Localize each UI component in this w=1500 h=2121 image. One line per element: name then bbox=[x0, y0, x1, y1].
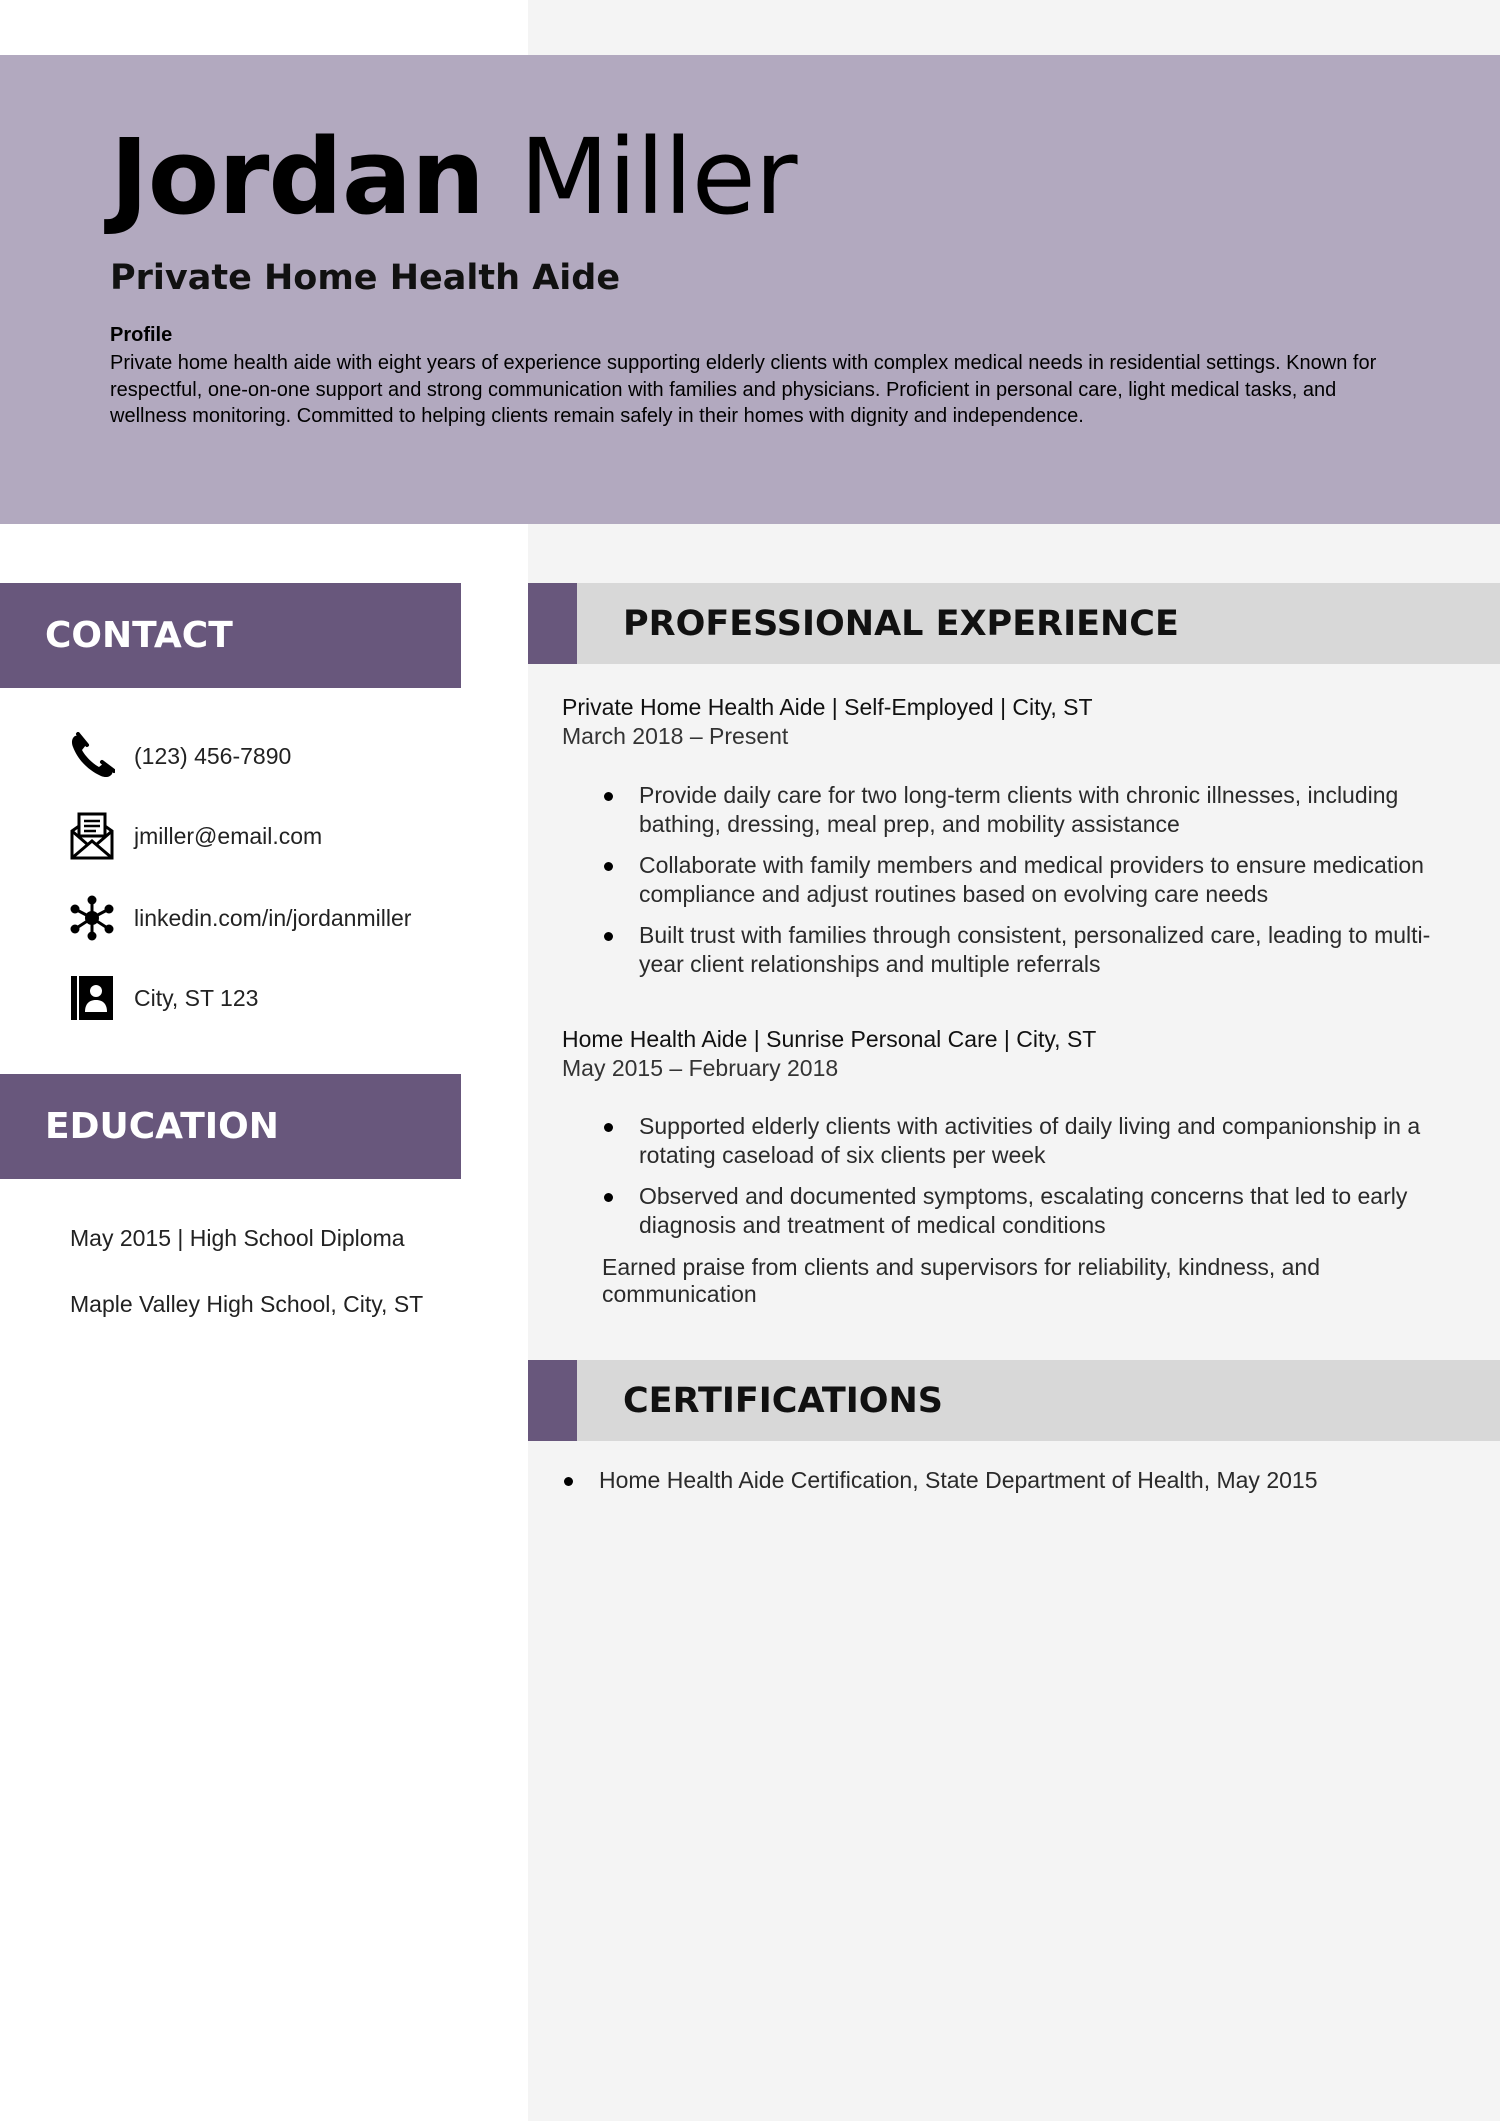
contact-linkedin[interactable] bbox=[68, 893, 411, 943]
phone-text: (123) 456-7890 bbox=[134, 742, 292, 769]
email-link[interactable]: jmiller@email.com bbox=[134, 822, 323, 849]
contact-address bbox=[68, 973, 258, 1023]
last-name: Miller bbox=[519, 116, 797, 238]
address-text: City, ST 123 bbox=[134, 984, 259, 1011]
list-item: Built trust with families through consistent, personalized care, leading to multi-year client relationships and multiple referrals bbox=[562, 921, 1472, 979]
job-1-title: Private Home Health Aide | Self-Employed | City, ST bbox=[562, 694, 1093, 720]
linkedin-link[interactable]: linkedin.com/in/jordanmiller bbox=[134, 904, 412, 931]
list-item: Observed and documented symptoms, escalating concerns that led to early diagnosis and treatment of medical conditions bbox=[562, 1182, 1472, 1240]
experience-section-header bbox=[528, 583, 1500, 664]
list-item: Provide daily care for two long-term clients with chronic illnesses, including bathing, dressing, meal prep, and mobility assistance bbox=[562, 781, 1472, 839]
first-name: Jordan bbox=[110, 116, 485, 238]
phone-icon bbox=[68, 731, 116, 781]
experience-heading: PROFESSIONAL EXPERIENCE bbox=[623, 603, 1179, 644]
profile-label: Profile bbox=[110, 324, 173, 346]
envelope-icon bbox=[68, 811, 116, 861]
certifications-list bbox=[562, 1466, 1472, 1495]
certifications-accent-block bbox=[528, 1360, 577, 1441]
experience-accent-block bbox=[528, 583, 577, 664]
education-degree: May 2015 | High School Diploma bbox=[70, 1225, 405, 1251]
job-2-title: Home Health Aide | Sunrise Personal Care | City, ST bbox=[562, 1026, 1097, 1052]
job-1-bullets bbox=[562, 781, 1472, 991]
job-title: Private Home Health Aide bbox=[110, 258, 621, 298]
job-2-note: Earned praise from clients and supervisors for reliability, kindness, and communication bbox=[602, 1254, 1321, 1307]
network-icon bbox=[68, 893, 116, 943]
job-2-dates: May 2015 – February 2018 bbox=[562, 1055, 839, 1081]
education-heading: EDUCATION bbox=[0, 1074, 461, 1179]
list-item: Supported elderly clients with activities of daily living and companionship in a rotating caseload of six clients per week bbox=[562, 1112, 1472, 1170]
certifications-heading: CERTIFICATIONS bbox=[623, 1380, 944, 1421]
profile-text: Private home health aide with eight years of experience supporting elderly clients with complex medical needs in residential settings. Known for respectful, one-on-one support and strong communication with families and physicians. Proficient in personal care, light medical tasks, and wellness monitoring. Committed to helping clients remain safely in their homes with dignity and independence. bbox=[110, 352, 1377, 427]
contact-phone bbox=[68, 731, 291, 781]
education-school: Maple Valley High School, City, ST bbox=[70, 1291, 424, 1317]
list-item: Home Health Aide Certification, State Department of Health, May 2015 bbox=[562, 1466, 1472, 1495]
contact-card-icon bbox=[68, 973, 116, 1023]
candidate-name bbox=[110, 116, 797, 238]
certifications-section-header bbox=[528, 1360, 1500, 1441]
list-item: Collaborate with family members and medical providers to ensure medication compliance and adjust routines based on evolving care needs bbox=[562, 851, 1472, 909]
job-2-bullets bbox=[562, 1112, 1472, 1252]
contact-email[interactable] bbox=[68, 811, 322, 861]
contact-heading: CONTACT bbox=[0, 583, 461, 688]
job-1-dates: March 2018 – Present bbox=[562, 723, 789, 749]
